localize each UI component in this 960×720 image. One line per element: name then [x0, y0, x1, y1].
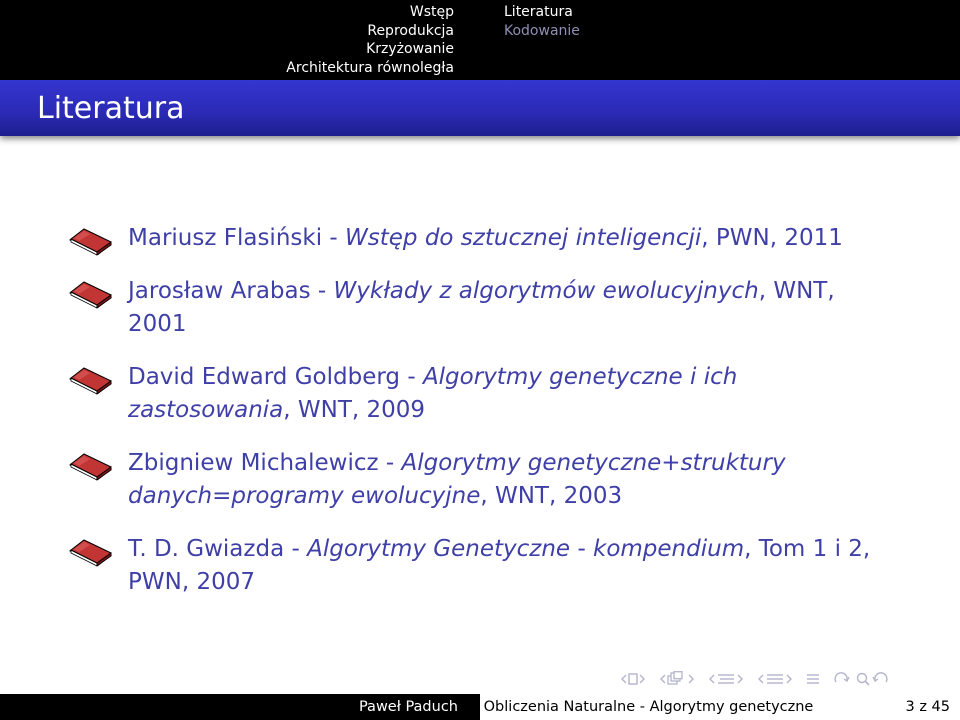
footer-bar — [0, 694, 960, 720]
footer-author: Paweł Paduch — [0, 694, 480, 720]
entry-authors: T. D. Gwiazda - — [128, 536, 308, 562]
book-icon — [68, 453, 114, 481]
nav-section-architektura[interactable]: Architektura równoległa — [286, 59, 454, 76]
entry-title: Algorytmy genetyczne i ich zastosowania — [128, 364, 738, 423]
bibliography-item — [68, 533, 898, 599]
bibliography-entry — [128, 533, 898, 599]
align-icon[interactable] — [806, 671, 820, 687]
entry-authors: Mariusz Flasiński - — [128, 225, 346, 251]
entry-details: , PWN, 2011 — [701, 225, 843, 251]
bibliography-list — [68, 222, 898, 599]
nav-section-krzyzowanie[interactable]: Krzyżowanie — [366, 41, 454, 57]
entry-title: Wykłady z algorytmów ewolucyjnych — [333, 278, 759, 304]
frame-title: Literatura — [37, 91, 185, 126]
entry-title: Algorytmy genetyczne+struktury danych=programy ewolucyjne — [128, 450, 786, 509]
nav-section-reprodukcja[interactable]: Reprodukcja — [367, 22, 454, 39]
slide-nav-icon[interactable] — [620, 671, 646, 687]
section-navigation-bar — [0, 0, 960, 80]
search-icon[interactable] — [833, 671, 889, 687]
section-nav-left — [0, 0, 480, 80]
subsection-nav-icon[interactable] — [708, 671, 744, 687]
entry-authors: David Edward Goldberg - — [128, 364, 423, 390]
bibliography-entry — [128, 361, 898, 427]
bibliography-item — [68, 275, 898, 341]
book-icon — [68, 539, 114, 567]
bibliography-entry — [128, 222, 898, 255]
book-icon — [68, 281, 114, 309]
bibliography-entry — [128, 447, 898, 513]
nav-section-kodowanie[interactable]: Kodowanie — [504, 22, 580, 39]
entry-details: , WNT, 2009 — [283, 397, 426, 423]
bibliography-entry — [128, 275, 898, 341]
entry-details: , WNT, 2001 — [128, 278, 835, 337]
footer-title: Obliczenia Naturalne - Algorytmy genetyczne — [480, 694, 817, 720]
section-nav-icon[interactable] — [757, 671, 793, 687]
section-nav-right — [480, 0, 960, 80]
entry-details: , WNT, 2003 — [480, 483, 623, 509]
bibliography-item — [68, 361, 898, 427]
book-icon — [68, 228, 114, 256]
footer-page-number: 3 z 45 — [817, 694, 960, 720]
frame-title-bar — [0, 80, 960, 136]
entry-authors: Zbigniew Michalewicz - — [128, 450, 402, 476]
book-icon — [68, 367, 114, 395]
entry-title: Wstęp do sztucznej inteligencji — [345, 225, 702, 251]
nav-section-literatura[interactable]: Literatura — [504, 4, 573, 20]
entry-authors: Jarosław Arabas - — [128, 278, 334, 304]
entry-details: , Tom 1 i 2, PWN, 2007 — [128, 536, 871, 595]
frame-nav-icon[interactable] — [659, 671, 695, 687]
navigation-symbols — [620, 670, 889, 688]
bibliography-item — [68, 222, 898, 255]
nav-section-wstep[interactable]: Wstęp — [409, 4, 454, 20]
bibliography-item — [68, 447, 898, 513]
entry-title: Algorytmy Genetyczne - kompendium — [307, 536, 745, 562]
